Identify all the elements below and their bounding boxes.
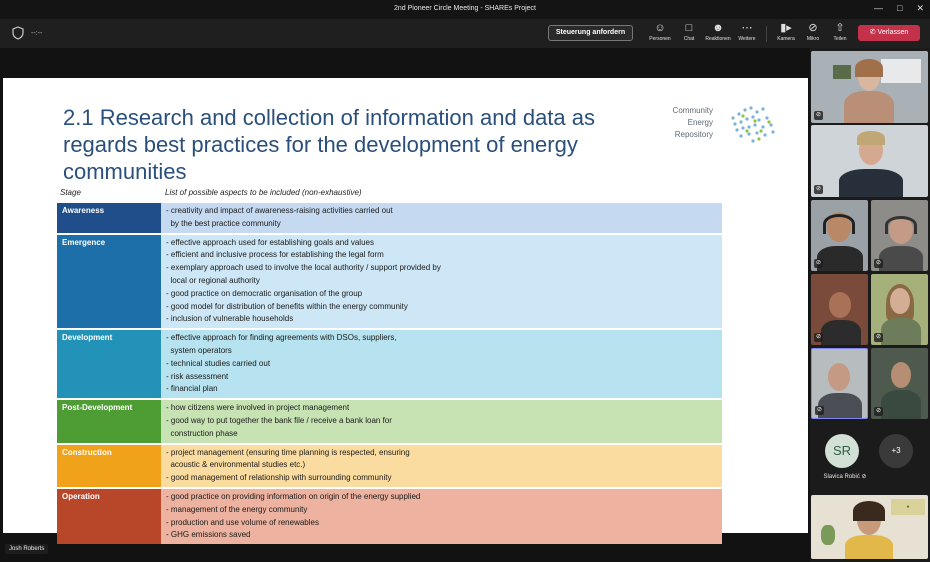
more-icon: ⋯ (741, 22, 753, 34)
mic-muted-icon: ⊘ (875, 408, 882, 414)
mic-off-icon: ⊘ (808, 22, 818, 34)
aspect-line: - effective approach used for establishing goals and values (166, 237, 374, 247)
participant-video-tile[interactable] (811, 51, 928, 123)
aspect-line: - how citizens were involved in project management (166, 403, 350, 413)
aspect-line: - good management of relationship with surrounding community (166, 473, 392, 483)
stage-aspects (161, 203, 722, 233)
minimize-icon[interactable]: — (874, 3, 884, 13)
people-label: Personen (649, 36, 671, 42)
participant-name-label: Slavica Robić (823, 474, 860, 480)
chat-label: Chat (683, 36, 695, 42)
phone-icon: ✆ (869, 29, 876, 36)
more-participants-button[interactable]: +3 (879, 434, 913, 468)
mic-muted-icon: ⊘ (815, 186, 822, 192)
more-label: Weitere (738, 36, 756, 42)
presenter-name-tag: Josh Roberts (5, 544, 48, 554)
reactions-button[interactable] (703, 21, 733, 47)
stage-name: Operation (57, 489, 161, 544)
stage-name: Construction (57, 445, 161, 487)
request-control-button[interactable]: Steuerung anfordern (548, 25, 633, 41)
leave-label: Verlassen (877, 29, 909, 36)
share-icon: ⇧ (835, 22, 845, 34)
chat-icon: □ (685, 22, 693, 34)
aspect-line: - efficient and inclusive process for establishing the legal form (166, 250, 384, 260)
people-button[interactable] (645, 21, 675, 47)
participant-video-tile[interactable] (871, 200, 928, 271)
mic-muted-icon: ⊘ (875, 334, 882, 340)
logo-text (653, 105, 713, 141)
aspect-line: - risk assessment (166, 371, 229, 381)
camera-button[interactable] (771, 21, 801, 47)
logo-line: Community (672, 106, 713, 115)
close-icon[interactable]: ✕ (916, 3, 924, 13)
mic-muted-icon: ⊘ (815, 112, 822, 118)
participant-video-tile[interactable] (811, 274, 868, 345)
stage-name: Awareness (57, 203, 161, 233)
logo-line: Repository (674, 130, 713, 139)
mic-muted-icon: ⊘ (815, 334, 822, 340)
aspect-line: - good way to put together the bank file / receive a bank loan for (166, 415, 392, 425)
stage-aspects (161, 489, 722, 544)
share-label: Teilen (833, 36, 847, 42)
stage-column-header: Stage (60, 188, 81, 197)
presentation-slide (3, 78, 808, 540)
aspect-line: - creativity and impact of awareness-raising activities carried out (166, 206, 393, 215)
europe-map-logo-icon (723, 100, 783, 150)
camera-label: Kamera (777, 36, 795, 42)
people-icon: ☺ (654, 22, 666, 34)
reactions-label: Reaktionen (705, 36, 731, 42)
shield-icon (11, 26, 25, 40)
reactions-icon: ☻ (712, 22, 724, 34)
participant-video-tile[interactable] (811, 200, 868, 271)
aspect-line: system operators (166, 345, 232, 355)
self-view-video-tile[interactable]: ● (811, 495, 928, 559)
aspect-line: - GHG emissions saved (166, 530, 251, 540)
aspect-line: local or regional authority (166, 275, 260, 285)
participant-video-tile[interactable] (811, 125, 928, 197)
stage-row (57, 235, 722, 329)
slide-title: 2.1 Research and collection of information and data as regards best practices for the development of energy communities (63, 105, 595, 184)
aspect-line: acoustic & environmental studies etc.) (166, 460, 306, 470)
window-title: 2nd Pioneer Circle Meeting - SHAREs Project (393, 5, 536, 12)
stage-name: Post-Development (57, 400, 161, 442)
mic-muted-icon: ⊘ (815, 260, 822, 266)
logo-line: Energy (687, 118, 713, 127)
mic-muted-icon: ⊘ (875, 260, 882, 266)
participant-video-tile[interactable] (871, 348, 928, 419)
aspect-line: - effective approach for finding agreements with DSOs, suppliers, (166, 333, 397, 343)
participant-name (815, 473, 875, 480)
aspect-line: - good model for distribution of benefits within the energy community (166, 301, 408, 311)
mic-label: Mikro (806, 36, 820, 42)
stage-aspects (161, 235, 722, 329)
aspects-column-header: List of possible aspects to be included (non-exhaustive) (165, 188, 362, 197)
mic-muted-icon: ⊘ (861, 474, 867, 480)
mic-button[interactable] (798, 21, 828, 47)
share-button[interactable] (825, 21, 855, 47)
participant-video-tile[interactable] (871, 274, 928, 345)
aspect-line: by the best practice community (166, 218, 281, 228)
stage-aspects (161, 445, 722, 487)
participant-video-tile-speaking[interactable] (811, 348, 868, 419)
aspect-line: - technical studies carried out (166, 358, 271, 368)
stage-row (57, 330, 722, 398)
stage-aspects (161, 400, 722, 442)
stage-aspects (161, 330, 722, 398)
aspect-line: - management of the energy community (166, 504, 308, 514)
camera-icon: ▮▸ (780, 22, 792, 34)
aspect-line: - inclusion of vulnerable households (166, 314, 294, 324)
stage-row (57, 203, 722, 233)
more-options-button[interactable] (732, 21, 762, 47)
aspect-line: - project management (ensuring time planning is respected, ensuring (166, 447, 410, 457)
aspect-line: - production and use volume of renewables (166, 517, 319, 527)
mic-muted-icon: ⊘ (816, 407, 823, 413)
participant-avatar[interactable]: SR (825, 434, 859, 468)
aspect-line: - good practice on democratic organisation of the group (166, 288, 363, 298)
toolbar-divider (766, 26, 767, 42)
stages-table (57, 201, 722, 546)
aspect-line: - exemplary approach used to involve the local authority / support provided by (166, 263, 441, 273)
stage-row (57, 489, 722, 544)
leave-button[interactable] (858, 25, 920, 41)
aspect-line: construction phase (166, 428, 238, 438)
stage-row (57, 400, 722, 442)
stage-name: Emergence (57, 235, 161, 329)
aspect-line: - financial plan (166, 384, 218, 394)
meeting-timer: --:-- (31, 30, 43, 37)
maximize-icon[interactable]: □ (897, 3, 903, 13)
chat-button[interactable] (674, 21, 704, 47)
aspect-line: - good practice on providing information on origin of the energy supplied (166, 491, 421, 501)
stage-name: Development (57, 330, 161, 398)
window-titlebar (0, 0, 930, 19)
stage-row (57, 445, 722, 487)
meeting-toolbar (0, 19, 930, 48)
